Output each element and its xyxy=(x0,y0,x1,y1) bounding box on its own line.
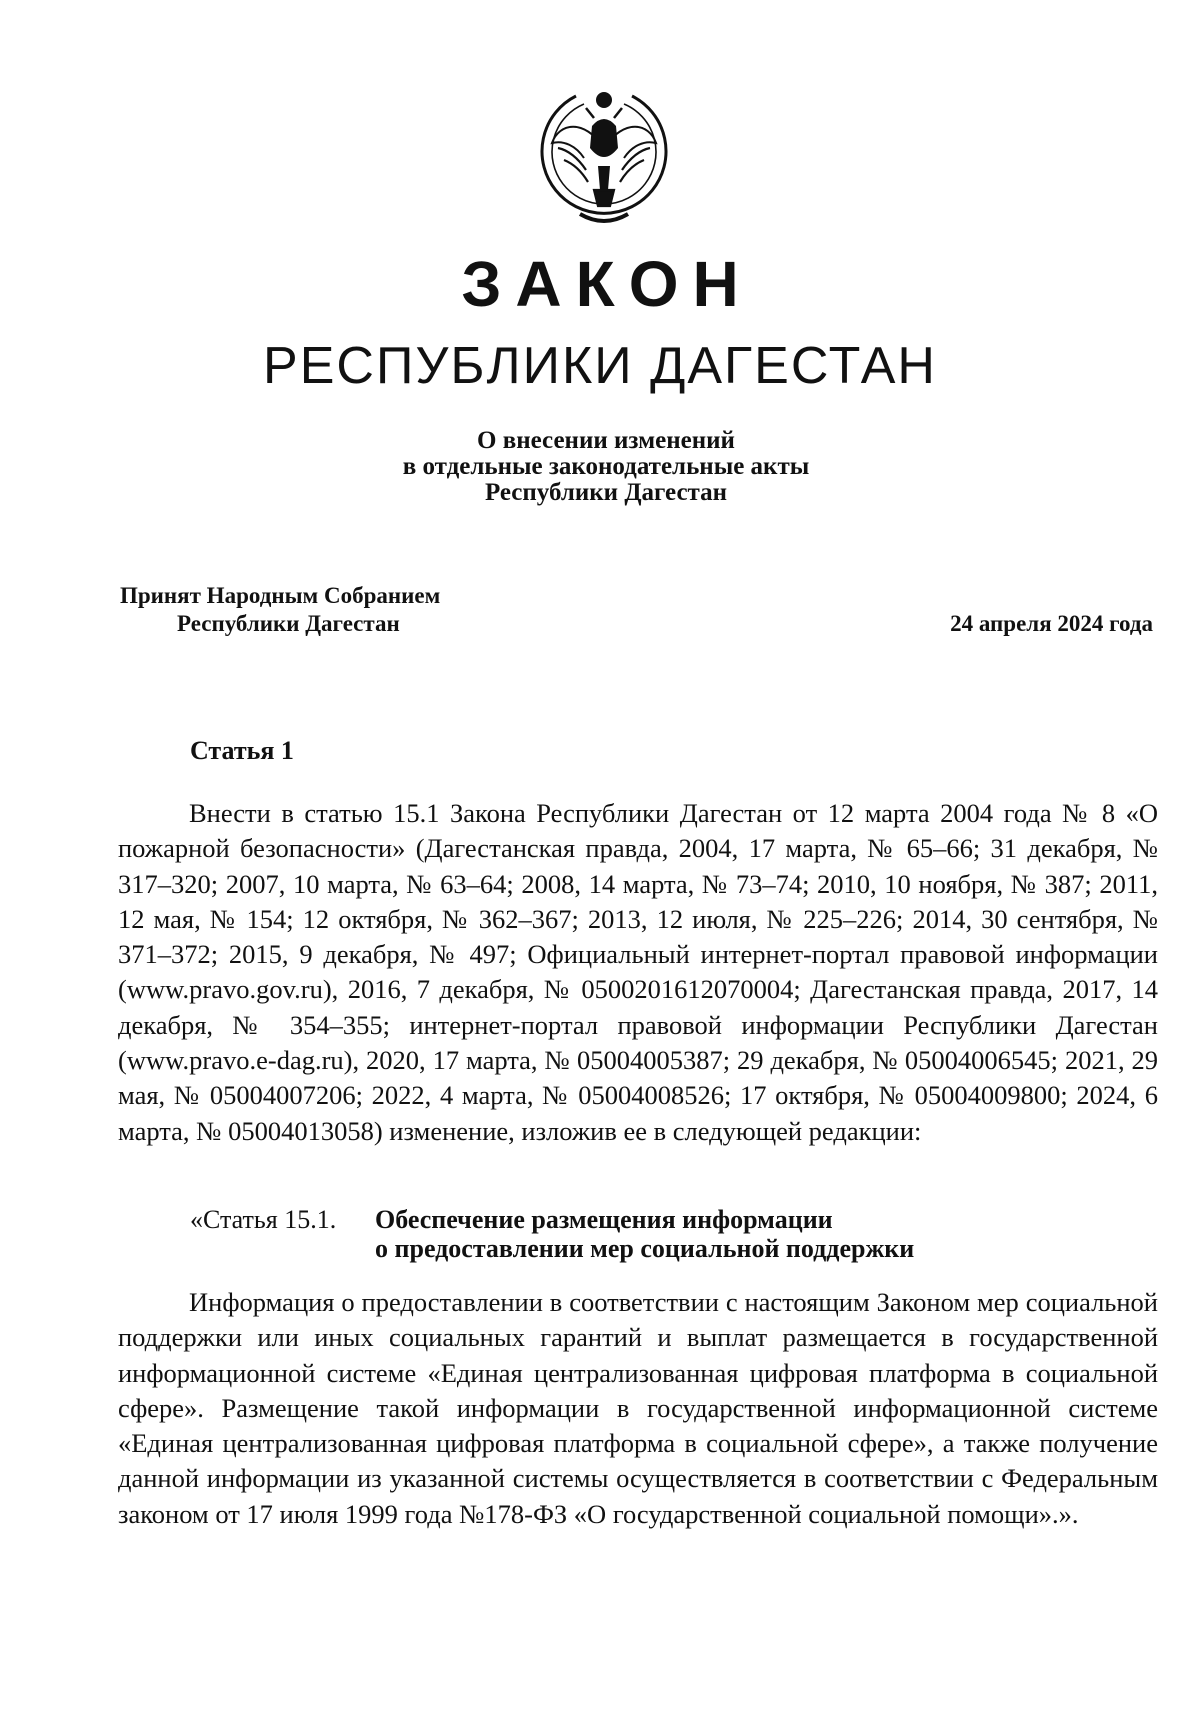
document-subtitle: РЕСПУБЛИКИ ДАГЕСТАН xyxy=(263,337,937,395)
sub-article-title-line-2: о предоставлении мер социальной поддержки xyxy=(375,1234,915,1263)
article-paragraph: Внести в статью 15.1 Закона Республики Дагестан от 12 марта 2004 года № 8 «О пожарной безопасности» (Дагестанская правда, 2004, 17 марта, № 65–66; 31 декабря, № 317–320; 2007, 10 марта, № 63–64; 2008, 14 марта, № 73–74; 2010, 10 ноября, № 387; 2011, 12 мая, № 154; 12 октября, № 362–367; 2013, 12 июля, № 225–226; 2014, 30 сентября, № 371–372; 2015, 9 декабря, № 497; Официальный интернет-портал правовой информации (www.pravo.gov.ru), 2016, 7 декабря, № 0500201612070004; Дагестанская правда, 2017, 14 декабря, № 354–355; интернет-портал правовой информации Республики Дагестан (www.pravo.e-dag.ru), 2020, 17 марта, № 05004005387; 29 декабря, № 05004006545; 2021, 29 мая, № 05004007206; 2022, 4 марта, № 05004008526; 17 октября, № 05004009800; 2024, 6 марта, № 05004013058) изменение, изложив ее в следующей редакции: xyxy=(118,798,1158,1146)
subject-line-3: Республики Дагестан xyxy=(484,479,728,506)
law-subject xyxy=(0,428,1200,506)
adoption-date: 24 апреля 2024 года xyxy=(950,611,1153,636)
subject-line-2: в отдельные законодательные акты xyxy=(402,453,810,480)
document-title: ЗАКОН xyxy=(461,248,753,320)
sub-article-title-line-1: Обеспечение размещения информации xyxy=(375,1205,833,1234)
adopted-by-line-1: Принят Народным Собранием xyxy=(120,583,441,608)
adoption-block xyxy=(120,582,440,638)
adopted-by-line-2: Республики Дагестан xyxy=(177,611,400,636)
sub-article-title xyxy=(375,1205,914,1263)
subject-line-1: О внесении изменений xyxy=(477,427,735,454)
sub-article-number: «Статья 15.1. xyxy=(190,1205,337,1234)
sub-article-paragraph: Информация о предоставлении в соответствии с настоящим Законом мер социальной поддержки или иных социальных гарантий и выплат размещается в государственной информационной системе «Единая централизованная цифровая платформа в социальной сфере». Размещение такой информации в государственной информационной системе «Единая централизованная цифровая платформа в социальной сфере», а также получение данной информации из указанной системы осуществляется в соответствии с Федеральным законом от 17 июля 1999 года №178-ФЗ «О государственной социальной помощи».». xyxy=(118,1287,1158,1529)
article-heading: Статья 1 xyxy=(190,736,294,765)
coat-of-arms-icon xyxy=(524,78,684,238)
